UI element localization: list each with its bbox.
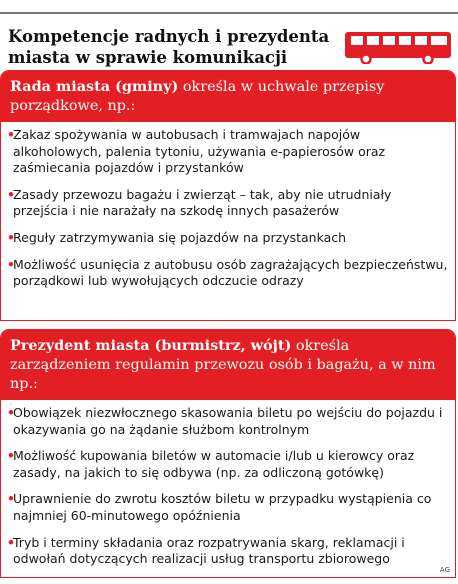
mayor-panel xyxy=(0,329,456,578)
bullet-icon: • xyxy=(7,256,15,272)
author-credit: AG xyxy=(439,566,450,574)
title-line-1: Kompetencje radnych i prezydenta xyxy=(8,27,330,46)
mayor-heading-bold: Prezydent miasta (burmistrz, wójt) xyxy=(10,337,292,354)
list-item xyxy=(7,405,449,438)
list-item xyxy=(7,230,449,247)
list-item xyxy=(7,535,449,568)
top-rule xyxy=(0,12,458,14)
bullet-icon: • xyxy=(7,448,15,464)
list-item xyxy=(7,257,449,290)
title-line-2: miasta w sprawie komunikacji xyxy=(8,48,288,67)
bullet-icon: • xyxy=(7,534,15,550)
mayor-list xyxy=(1,400,455,568)
list-item-text: Możliwość usunięcia z autobusu osób zagrażających bezpieczeństwu, porządkowi lub wywołujących odczucie odrazy xyxy=(13,256,448,289)
bus-icon xyxy=(342,30,454,64)
list-item xyxy=(7,491,449,524)
bullet-icon: • xyxy=(7,491,15,507)
list-item-text: Zakaz spożywania w autobusach i tramwajach napojów alkoholowych, palenia tytoniu, używania e-papierosów oraz zaśmiecania pojazdów i przystanków xyxy=(13,127,386,176)
list-item-text: Tryb i terminy składania oraz rozpatrywania skarg, reklamacji i odwołań dotyczących realizacji usług transportu zbiorowego xyxy=(13,534,405,567)
list-item-text: Zasady przewozu bagażu i zwierząt – tak, aby nie utrudniały przejścia i nie narażały na szkodę innych pasażerów xyxy=(13,186,392,219)
list-item xyxy=(7,448,449,481)
list-item xyxy=(7,187,449,220)
mayor-heading-text: określa zarządzeniem regulamin przewozu osób i bagażu, a w nim np.: xyxy=(10,338,436,392)
city-council-heading-text: określa w uchwale przepisy porządkowe, np.: xyxy=(10,79,385,114)
list-item-text: Obowiązek niezwłocznego skasowania biletu po wejściu do pojazdu i okazywania go na żądanie służbom kontrolnym xyxy=(13,405,443,437)
bullet-icon: • xyxy=(7,186,15,202)
city-council-heading xyxy=(1,71,455,122)
list-item-text: Uprawnienie do zwrotu kosztów biletu w przypadku wystąpienia co najmniej 60-minutowego opóźnienia xyxy=(13,491,432,523)
list-item-text: Możliwość kupowania biletów w automacie i/lub u kierowcy oraz zasady, na jakich to się odbywa (np. za odliczoną gotówkę) xyxy=(13,448,415,480)
infographic-title xyxy=(8,26,338,68)
bullet-icon: • xyxy=(7,127,15,142)
list-item xyxy=(7,127,449,177)
list-item-text: Reguły zatrzymywania się pojazdów na przystankach xyxy=(13,229,347,245)
mayor-heading xyxy=(1,330,455,400)
city-council-list xyxy=(1,122,455,290)
bullet-icon: • xyxy=(7,405,15,420)
bullet-icon: • xyxy=(7,229,15,245)
city-council-heading-bold: Rada miasta (gminy) xyxy=(10,78,179,95)
city-council-panel xyxy=(0,70,456,321)
